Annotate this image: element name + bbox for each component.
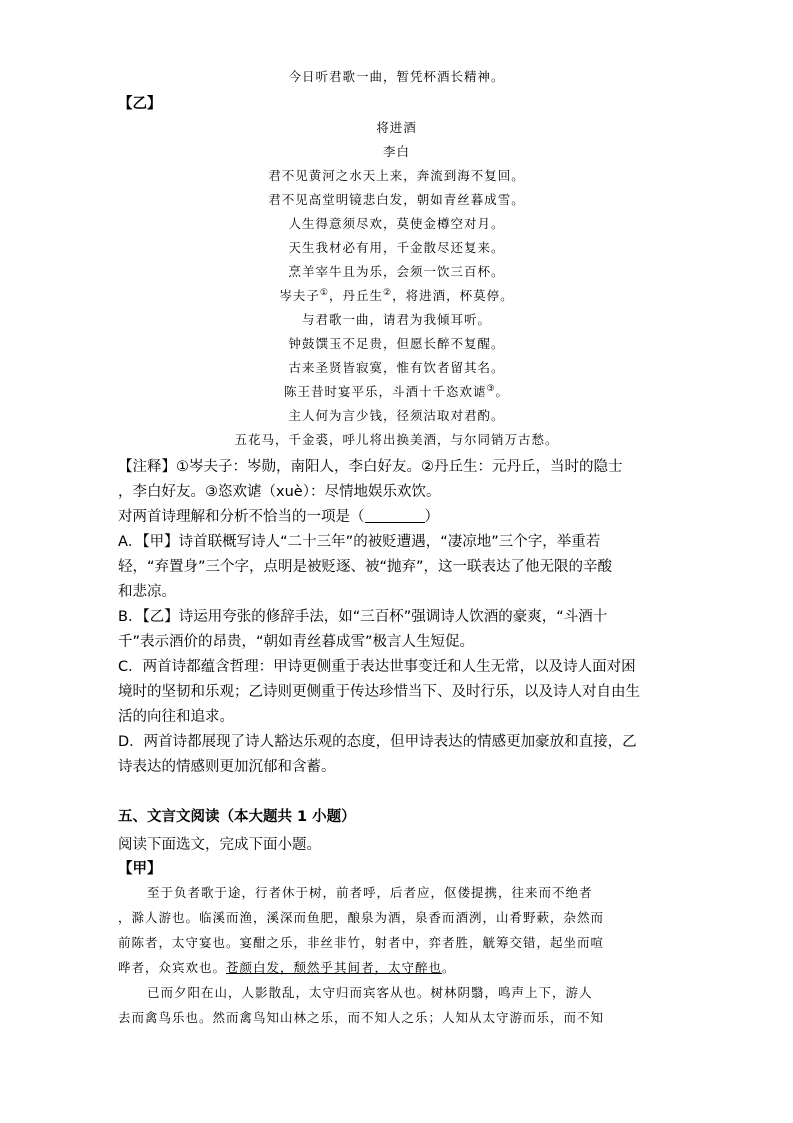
poem-line: 五花马，千金裘，呼儿将出换美酒，与尔同销万古愁。 (234, 432, 559, 447)
poem-line: 与君歌一曲，请君为我倾耳听。 (301, 312, 491, 327)
label-jia: 【甲】 (118, 861, 162, 877)
poem-line: 君不见黄河之水天上来，奔流到海不复回。 (268, 168, 525, 183)
passage-line: ，滁人游也。临溪而渔，溪深而鱼肥，酿泉为酒，泉香而酒洌，山肴野蔌，杂然而 (118, 910, 605, 925)
passage-line: 至于负者歌于途，行者休于树，前者呼，后者应，伛偻提携，往来而不绝者 (147, 885, 593, 900)
question-stem-text: ） (424, 509, 439, 525)
option-line: 诗表达的情感则更加沉郁和含蓄。 (118, 759, 336, 775)
poem-author: 李白 (382, 144, 410, 159)
poem-title: 将进酒 (376, 120, 417, 135)
section-intro: 阅读下面选文，完成下面小题。 (118, 837, 321, 853)
option-line: 活的向往和追求。 (118, 709, 234, 725)
poem-line (0, 286, 793, 304)
poem-text: ，丹丘生 (328, 288, 383, 303)
answer-blank[interactable] (365, 508, 425, 523)
poem-text: ，将进酒，杯莫停。 (392, 288, 514, 303)
poem-line: 天生我材必有用，千金散尽还复来。 (288, 240, 505, 255)
poem-text: 。 (495, 384, 510, 399)
option-line: A．【甲】诗首联概写诗人“二十三年”的被贬遭遇，“凄凉地”三个字，举重若 (118, 534, 601, 550)
option-line: B．【乙】诗运用夸张的修辞手法，如“三百杯”强调诗人饮酒的豪爽，“斗酒十 (118, 609, 608, 625)
poem-text: 岑夫子 (279, 288, 320, 303)
option-line: C．两首诗都蕴含哲理：甲诗更侧重于表达世事变迁和人生无常，以及诗人面对困 (118, 659, 636, 675)
passage-line (118, 958, 456, 976)
poem-line: 烹羊宰牛且为乐，会须一饮三百杯。 (288, 264, 505, 279)
option-line: D．两首诗都展现了诗人豁达乐观的态度，但甲诗表达的情感更加豪放和直接，乙 (118, 734, 637, 750)
passage-line: 前陈者，太守宴也。宴酣之乐，非丝非竹，射者中，弈者胜，觥筹交错，起坐而喧 (118, 935, 605, 950)
poem-line: 主人何为言少钱，径须沽取对君酌。 (288, 408, 505, 423)
underlined-sentence: 苍颜白发，颓然乎其间者，太守醉也 (226, 960, 443, 975)
passage-text: 哗者，众宾欢也。 (118, 960, 227, 975)
passage-line: 已而夕阳在山，人影散乱，太守归而宾客从也。树林阴翳，鸣声上下，游人 (147, 985, 593, 1000)
poem-line: 钟鼓馔玉不足贵，但愿长醉不复醒。 (288, 336, 505, 351)
note-mark: ③ (486, 383, 496, 394)
poem-text: 陈王昔时宴平乐，斗酒十千恣欢谑 (283, 384, 487, 399)
poem-line (0, 382, 793, 400)
poem-line: 人生得意须尽欢，莫使金樽空对月。 (288, 216, 505, 231)
passage-text: 。 (442, 960, 456, 975)
option-line: 千”表示酒价的昂贵，“朝如青丝暮成雪”极言人生短促。 (118, 634, 475, 650)
poem-top-line: 今日听君歌一曲，暂凭杯酒长精神。 (288, 69, 505, 84)
question-stem-text: 对两首诗理解和分析不恰当的一项是（ (118, 509, 365, 525)
section-heading: 五、文言文阅读（本大题共 1 小题） (118, 809, 356, 825)
option-line: 轻，“弃置身”三个字，点明是被贬逐、被“抛弃”，这一联表达了他无限的辛酸 (118, 559, 613, 575)
poem-line: 君不见高堂明镜悲白发，朝如青丝暮成雪。 (268, 192, 525, 207)
option-line: 境时的坚韧和乐观；乙诗则更侧重于传达珍惜当下、及时行乐，以及诗人对自由生 (118, 684, 640, 700)
question-stem (118, 505, 439, 526)
note-mark: ② (383, 287, 393, 298)
option-line: 和悲凉。 (118, 584, 176, 600)
notes-line: ，李白好友。③恣欢谑（xuè）：尽情地娱乐欢饮。 (118, 484, 441, 500)
note-mark: ① (319, 287, 329, 298)
poem-line: 古来圣贤皆寂寞，惟有饮者留其名。 (288, 360, 505, 375)
passage-line: 去而禽鸟乐也。然而禽鸟知山林之乐，而不知人之乐；人知从太守游而乐，而不知 (118, 1010, 605, 1025)
notes-line: 【注释】①岑夫子：岑勋，南阳人，李白好友。②丹丘生：元丹丘，当时的隐士 (118, 459, 623, 475)
label-yi: 【乙】 (118, 96, 162, 112)
